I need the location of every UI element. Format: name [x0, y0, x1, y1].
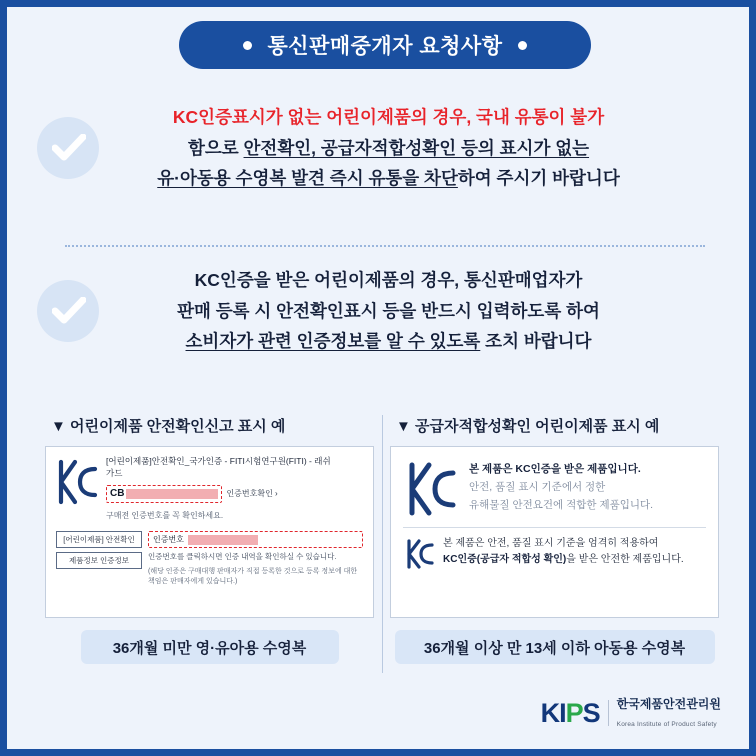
- banner-dot-right-icon: [518, 41, 527, 50]
- requirement-text-1: [105, 102, 727, 194]
- requirement-block-2: [37, 265, 727, 357]
- left-panel-title: ▼ 어린이제품 안전확인신고 표시 예: [51, 418, 286, 435]
- check-icon: [37, 280, 99, 342]
- footer-divider: [608, 700, 609, 726]
- right-card-bottom-line-1: 본 제품은 안전, 품질 표시 기준을 엄격히 적용하여: [443, 538, 659, 549]
- redacted-cert-value: [188, 535, 258, 545]
- banner-dot-left-icon: [243, 41, 252, 50]
- requirement-block-1: [37, 102, 727, 194]
- right-card-line-3: 유해물질 안전요건에 적합한 제품입니다.: [469, 498, 654, 511]
- kips-s: S: [582, 697, 600, 728]
- kc-mark-small-icon: [405, 538, 435, 570]
- example-panel-right: [382, 415, 727, 690]
- req1-line2-a: 함으로: [187, 137, 244, 158]
- left-panel-caption: 36개월 미만 영·유아용 수영복: [81, 630, 339, 664]
- req1-line3-a: 유·아동용 수영복 발견 즉시 유통을 차단: [157, 168, 458, 189]
- redacted-cert-number: [126, 489, 218, 499]
- req1-line2-b: 안전확인, 공급자적합성확인 등의 표시가 없는: [243, 137, 590, 158]
- left-card-tag-1: [어린이제품] 안전확인: [56, 531, 142, 548]
- req2-line2: 판매 등록 시 안전확인표시 등을 반드시 입력하도록 하여: [177, 300, 600, 321]
- requirement-text-2: [105, 265, 727, 357]
- right-example-card: [390, 446, 719, 618]
- right-card-line-2: 안전, 품질 표시 기준에서 정한: [469, 480, 606, 493]
- right-panel-caption: 36개월 이상 만 13세 이하 아동용 수영복: [395, 630, 715, 664]
- left-card-subnote: 구매전 인증번호를 꼭 확인하세요.: [106, 511, 224, 520]
- left-card-fine-note-1: 인증번호를 클릭하시면 인증 내역을 확인하실 수 있습니다.: [148, 552, 337, 561]
- kc-mark-icon: [56, 459, 98, 505]
- left-card-header-line1: [어린이제품]안전확인_국가인증 - FITI시험연구원(FITI) - 래쉬: [106, 456, 331, 466]
- kips-ki: KI: [540, 697, 566, 728]
- req2-line3-b: 조치 바랍니다: [480, 331, 592, 352]
- left-card-fine-note-2: (해당 인증은 구매대행 판매자가 직접 등록한 것으로 등록 정보에 대한 책임은 판매자에게 있습니다.): [148, 567, 358, 585]
- req2-line1: KC인증을 받은 어린이제품의 경우, 통신판매업자가: [194, 270, 583, 290]
- example-panel-left: [37, 415, 382, 690]
- right-card-bottom-strong: KC인증(공급자 적합성 확인): [443, 554, 567, 565]
- cert-number-box: [106, 485, 222, 504]
- req2-line3-a: 소비자가 관련 인증정보를 알 수 있도록: [185, 331, 481, 352]
- right-card-line-1: 본 제품은 KC인증을 받은 제품입니다.: [469, 463, 641, 475]
- right-panel-title: ▼ 공급자적합성확인 어린이제품 표시 예: [396, 418, 660, 435]
- header-banner: [179, 21, 591, 69]
- kc-mark-icon: [405, 461, 457, 517]
- footer-org-name: [617, 695, 721, 731]
- section-divider: [65, 245, 705, 247]
- req1-line3-b: 하여 주시기 바랍니다: [457, 168, 620, 189]
- left-example-card: [45, 446, 374, 618]
- right-card-bottom-rest: 을 받은 안전한 제품입니다.: [566, 554, 684, 565]
- check-icon: [37, 117, 99, 179]
- cb-label: CB: [110, 487, 125, 499]
- kips-p: P: [565, 697, 583, 728]
- footer-name-en: Korea Institute of Product Safety: [616, 721, 717, 728]
- cert-check-link[interactable]: 인증번호확인 ›: [226, 489, 278, 499]
- page-title: 통신판매중개자 요청사항: [267, 35, 503, 58]
- cert-number-field: [148, 531, 363, 548]
- footer-logo: [541, 695, 721, 731]
- left-card-tag-2: 제품정보 인증정보: [56, 552, 142, 569]
- left-card-header-line2: 가드: [106, 468, 123, 479]
- footer-name-ko: 한국제품안전관리원: [616, 697, 721, 711]
- req1-line1: KC인증표시가 없는 어린이제품의 경우, 국내 유통이 불가: [172, 107, 605, 127]
- examples-section: [37, 415, 727, 690]
- kips-wordmark: [541, 698, 600, 729]
- cert-number-field-label: 인증번호: [153, 535, 184, 544]
- right-card-divider: [403, 527, 706, 528]
